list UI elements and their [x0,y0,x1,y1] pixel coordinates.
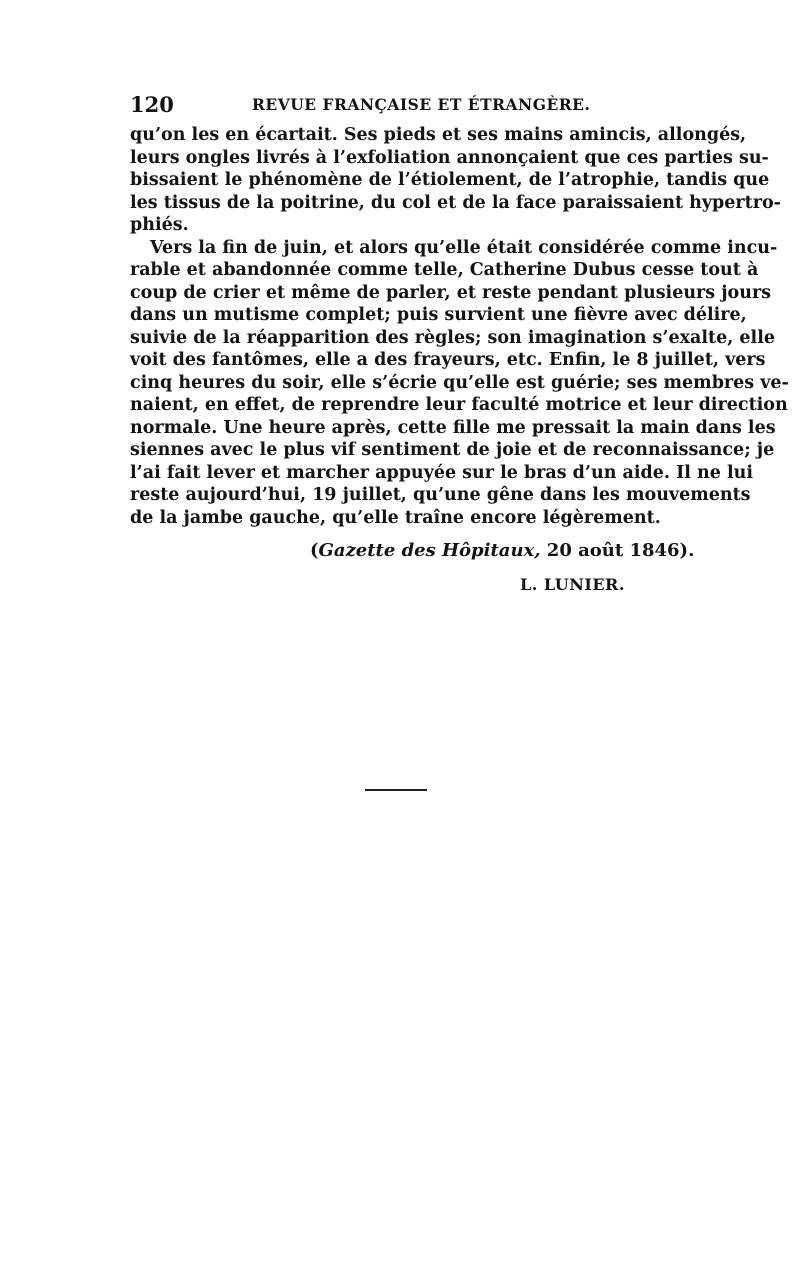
text-line: normale. Une heure après, cette fille me pressait la main dans les [130,417,776,438]
section-divider [365,789,427,791]
citation-open-paren: ( [310,540,319,561]
text-line: rable et abandonnée comme telle, Catherine Dubus cesse tout à [130,260,759,280]
page-header [130,92,675,118]
author-signature: L. LUNIER. [520,575,625,594]
text-line: phiés. [130,215,189,235]
text-line: siennes avec le plus vif sentiment de joie et de reconnaissance; je [130,440,775,460]
page-number: 120 [130,92,174,117]
running-head: REVUE FRANÇAISE ET ÉTRANGÈRE. [252,95,591,114]
text-line: bissaient le phénomène de l’étiolement, de l’atrophie, tandis que [130,170,770,190]
text-line: dans un mutisme complet; puis survient une fièvre avec délire, [130,305,747,325]
text-line: Vers la fin de juin, et alors qu’elle était considérée comme incu- [150,237,778,258]
citation-date: 20 août 1846). [540,540,695,561]
text-line: reste aujourd’hui, 19 juillet, qu’une gêne dans les mouvements [130,485,751,505]
text-line: de la jambe gauche, qu’elle traîne encore légèrement. [130,507,661,528]
text-line: voit des fantômes, elle a des frayeurs, etc. Enfin, le 8 juillet, vers [130,350,766,370]
text-line: suivie de la réapparition des règles; son imagination s’exalte, elle [130,327,775,348]
text-line: cinq heures du soir, elle s’écrie qu’elle est guérie; ses membres ve- [130,372,789,393]
paragraph-case-report [130,237,789,530]
paragraph-continuation [130,124,781,237]
body-text [130,124,789,529]
text-line: coup de crier et même de parler, et reste pendant plusieurs jours [130,282,772,303]
text-line: leurs ongles livrés à l’exfoliation annonçaient que ces parties su- [130,147,769,168]
source-citation [310,540,694,561]
citation-journal: Gazette des Hôpitaux, [318,540,541,561]
text-line: naient, en effet, de reprendre leur faculté motrice et leur direction [130,395,788,415]
text-line: l’ai fait lever et marcher appuyée sur le bras d’un aide. Il ne lui [130,462,753,483]
text-line: qu’on les en écartait. Ses pieds et ses mains amincis, allongés, [130,125,747,145]
text-line: les tissus de la poitrine, du col et de la face paraissaient hypertro- [130,192,781,213]
